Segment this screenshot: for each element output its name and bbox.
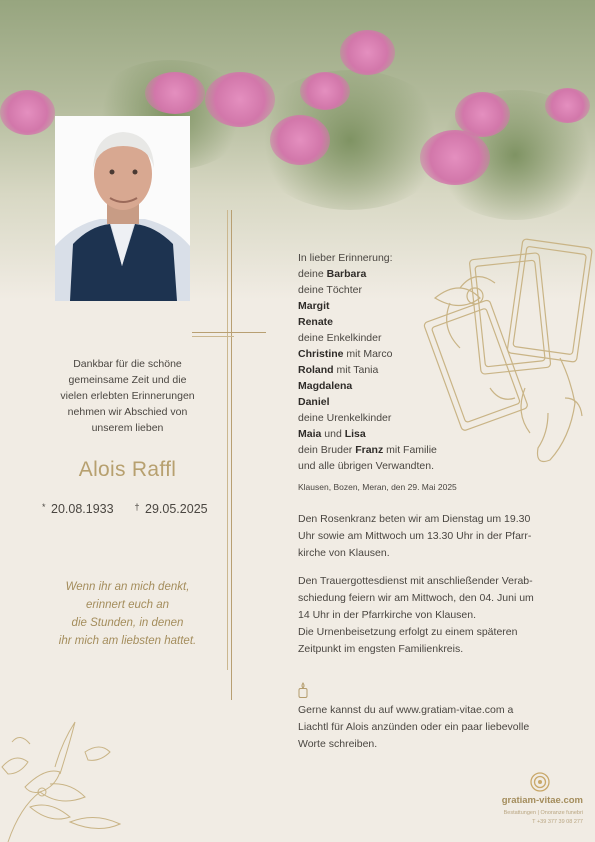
family-line: deine Enkelkinder [298,332,382,344]
service-line: 14 Uhr in der Pfarrkirche von Klausen. [298,609,477,621]
birth-symbol: * [42,502,46,512]
flower-line-illustration [0,712,140,842]
family-line: Magdalena [298,380,353,392]
life-dates [42,502,208,516]
family-line: deine Urenkelkinder [298,412,392,424]
place-date: Klausen, Bozen, Meran, den 29. Mai 2025 [298,482,457,492]
family-line: Margit [298,300,330,312]
service-line: Den Trauergottesdienst mit anschließender Verab- [298,575,533,587]
deceased-name: Alois Raffl [78,458,177,481]
family-line: In lieber Erinnerung: [298,252,393,264]
pink-flower [145,72,205,114]
rosary-line: Uhr sowie am Mittwoch um 13.30 Uhr in der Pfarr- [298,530,532,542]
quote-line: erinnert euch an [85,599,170,611]
family-line: Roland mit Tania [298,364,379,376]
family-line: und alle übrigen Verwandten. [298,460,435,472]
cross-ornament-vertical [231,210,232,700]
candle-link-text [298,702,560,753]
pink-flower [545,88,590,123]
portrait-illustration [55,116,190,301]
intro-line: unserem lieben [91,422,164,434]
death-symbol: † [134,502,140,512]
intro-line: gemeinsame Zeit und die [68,374,187,386]
death-date: 29.05.2025 [145,502,208,516]
candle-line: Gerne kannst du auf www.gratiam-vitae.com a [298,704,514,716]
service-line: Die Urnenbeisetzung erfolgt zu einem späteren [298,626,518,638]
pink-flower [455,92,510,137]
quote-line: Wenn ihr an mich denkt, [65,581,190,593]
rosary-info [298,511,560,562]
brand-services: Bestattungen | Onoranze funebri [503,810,583,816]
family-line: Daniel [298,396,330,408]
memorial-quote [40,578,215,650]
rosary-line: kirche von Klausen. [298,547,390,559]
intro-line: nehmen wir Abschied von [67,406,188,418]
cross-ornament-horizontal-inner [192,336,234,337]
intro-line: vielen erlebten Erinnerungen [60,390,195,402]
candle-line: Worte schreiben. [298,738,378,750]
pink-flower [0,90,55,135]
service-line: Zeitpunkt im engsten Familienkreis. [298,643,464,655]
brand-subline [440,809,583,827]
family-line: Maia und Lisa [298,428,366,440]
family-line: deine Barbara [298,268,367,280]
funeral-service-info [298,573,560,658]
intro-text [40,356,215,436]
candle-icon [296,682,310,698]
rosary-line: Den Rosenkranz beten wir am Dienstag um 19.30 [298,513,531,525]
brand-phone: T +39 377 39 08 277 [532,819,583,825]
pink-flower [340,30,395,75]
portrait-photo [55,116,190,301]
pink-flower [205,72,275,127]
pink-flower [420,130,490,185]
cross-ornament-vertical-inner [227,210,228,670]
service-line: schiedung feiern wir am Mittwoch, den 04. Juni um [298,592,534,604]
pink-flower [300,72,350,110]
family-line: Renate [298,316,334,328]
intro-line: Dankbar für die schöne [73,358,182,370]
pink-flower [270,115,330,165]
birth-date: 20.08.1933 [51,502,114,516]
quote-line: die Stunden, in denen [71,617,184,629]
family-line: Christine mit Marco [298,348,393,360]
family-line: deine Töchter [298,284,363,296]
brand-url[interactable]: gratiam-vitae.com [501,795,583,806]
tarot-cards-illustration [420,238,595,468]
cross-ornament-horizontal [192,332,266,333]
candle-line: Liachtl für Alois anzünden oder ein paar liebevolle [298,721,530,733]
family-line: dein Bruder Franz mit Familie [298,444,437,456]
quote-line: ihr mich am liebsten hattet. [58,635,197,647]
gratiam-logo-icon [530,772,550,792]
